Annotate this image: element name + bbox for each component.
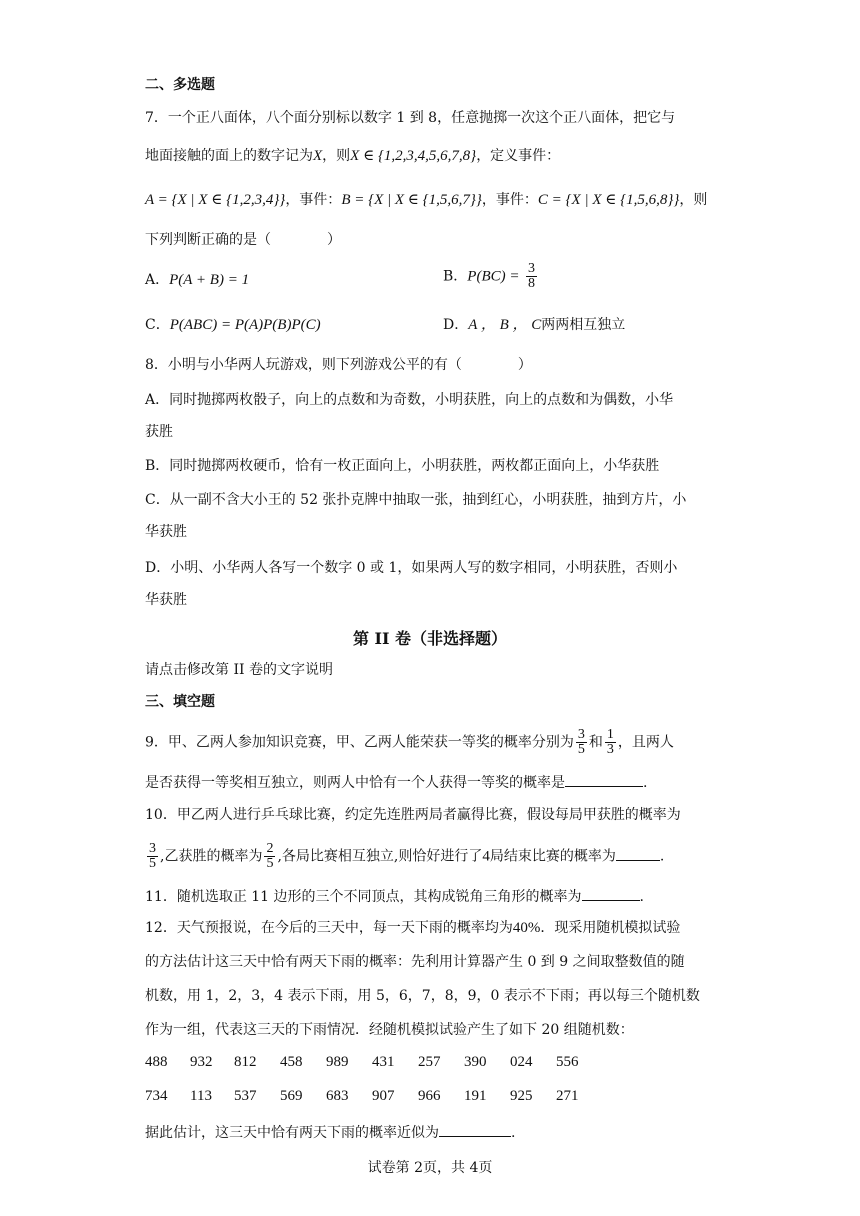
q10-number: 4 <box>482 848 490 865</box>
fraction-denominator: 5 <box>266 856 274 871</box>
q7-text: ，事件： <box>481 192 538 208</box>
random-number: 683 <box>326 1088 349 1104</box>
q9-stem-line1 <box>145 728 674 757</box>
fraction-denominator: 8 <box>527 276 535 291</box>
random-number: 488 <box>145 1054 168 1070</box>
q12-stem-line3: 机数，用 1，2，3，4 表示下雨，用 5，6，7，8，9，0 表示不下雨；再以每三个随机数 <box>145 988 700 1004</box>
q7-sample-space: X ∈ {1,2,3,4,5,6,7,8} <box>350 148 477 164</box>
part-two-title: 第 II 卷（非选择题） <box>352 629 508 648</box>
q9-fraction-1 <box>576 728 587 757</box>
fraction-numerator: 1 <box>606 727 614 742</box>
q11-text: 11．随机选取正 11 边形的三个不同顶点，其构成锐角三角形的概率为 <box>145 889 582 905</box>
random-number: 271 <box>556 1088 579 1104</box>
q12-last-line <box>145 1122 515 1143</box>
q7-option-b-math: P(BC) = <box>467 268 520 285</box>
q7-text: ，则 <box>322 148 351 164</box>
fraction-numerator: 3 <box>577 727 585 742</box>
q9-answer-blank[interactable] <box>565 772 643 787</box>
q8-option-b: B．同时抛掷两枚硬币，恰有一枚正面向上，小明获胜，两枚都正面向上，小华获胜 <box>145 458 660 474</box>
q12-text: 12．天气预报说，在今后的三天中，每一天下雨的概率均为 <box>145 920 513 936</box>
q8-option-d-line2: 华获胜 <box>145 592 187 608</box>
q10-answer-blank[interactable] <box>616 846 660 861</box>
q11-answer-blank[interactable] <box>582 886 640 901</box>
random-number: 458 <box>280 1054 303 1070</box>
q8-option-d-line1: D．小明、小华两人各写一个数字 0 或 1，如果两人写的数字相同，小明获胜，否则小 <box>145 560 678 576</box>
q9-fraction-2 <box>605 728 616 757</box>
q7-option-d-text: 两两相互独立 <box>541 317 626 333</box>
random-number: 257 <box>418 1054 441 1070</box>
random-number: 569 <box>280 1088 303 1104</box>
random-number: 966 <box>418 1088 441 1104</box>
option-label: A． <box>145 272 170 288</box>
q7-event-a: A = {X | X ∈ {1,2,3,4}} <box>145 192 286 208</box>
q9-text: 是否获得一等奖相互独立，则两人中恰有一个人获得一等奖的概率是 <box>145 775 565 791</box>
q12-answer-blank[interactable] <box>439 1122 511 1137</box>
q9-text: 9．甲、乙两人参加知识竞赛，甲、乙两人能荣获一等奖的概率分别为 <box>145 734 574 751</box>
q7-option-b <box>443 262 539 291</box>
q10-text: 局结束比赛的概率为 <box>489 848 616 865</box>
random-number: 113 <box>190 1088 212 1104</box>
random-number: 191 <box>464 1088 487 1104</box>
q7-option-b-fraction <box>526 262 537 291</box>
q7-option-a-math: P(A + B) = 1 <box>169 272 250 288</box>
q8-option-c-line1: C．从一副不含大小王的 52 张扑克牌中抽取一张，抽到红心，小明获胜，抽到方片，小 <box>145 492 687 508</box>
fraction-denominator: 5 <box>577 742 585 757</box>
option-label: B． <box>443 268 468 285</box>
random-number: 989 <box>326 1054 349 1070</box>
q7-text: ，事件： <box>285 192 342 208</box>
q7-stem-line2 <box>145 146 560 166</box>
option-label: C． <box>145 317 170 333</box>
q12-text: 据此估计，这三天中恰有两天下雨的概率近似为 <box>145 1125 439 1141</box>
q7-option-a <box>145 270 249 290</box>
q8-stem: 8．小明与小华两人玩游戏，则下列游戏公平的有（ ） <box>145 357 532 373</box>
q9-text: ，且两人 <box>617 734 674 751</box>
random-number: 390 <box>464 1054 487 1070</box>
q7-text: 地面接触的面上的数字记为 <box>145 148 313 164</box>
q7-stem-line4: 下列判断正确的是（ ） <box>145 232 341 248</box>
q12-text: . <box>511 1125 516 1141</box>
random-number: 932 <box>190 1054 213 1070</box>
random-number: 431 <box>372 1054 395 1070</box>
q12-text: ．现采用随机模拟试验 <box>540 920 681 936</box>
q7-variable: X <box>313 148 323 164</box>
section-heading-multiple-choice: 二、多选题 <box>145 77 215 93</box>
q10-text: . <box>659 848 665 865</box>
q10-stem-line2 <box>145 842 664 871</box>
q11-stem <box>145 886 644 907</box>
option-label: D． <box>443 317 469 333</box>
random-number: 907 <box>372 1088 395 1104</box>
q12-percent: 40% <box>512 920 541 936</box>
q12-stem-line2: 的方法估计这三天中恰有两天下雨的概率：先利用计算器产生 0 到 9 之间取整数值的随 <box>145 954 685 970</box>
section-heading-fill-in: 三、填空题 <box>145 694 215 710</box>
random-number: 024 <box>510 1054 533 1070</box>
random-number: 925 <box>510 1088 533 1104</box>
q12-stem-line4: 作为一组，代表这三天的下雨情况．经随机模拟试验产生了如下 20 组随机数： <box>145 1022 634 1038</box>
part-two-note[interactable]: 请点击修改第 II 卷的文字说明 <box>145 662 333 678</box>
fraction-numerator: 3 <box>527 261 535 276</box>
q7-option-d <box>443 315 625 335</box>
q10-stem-line1: 10．甲乙两人进行乒乓球比赛，约定先连胜两局者赢得比赛，假设每局甲获胜的概率为 <box>145 807 681 823</box>
q7-event-c: C = {X | X ∈ {1,5,6,8}} <box>537 192 680 208</box>
q11-text: . <box>639 889 644 905</box>
q10-text: ,乙获胜的概率为 <box>160 848 263 865</box>
q9-text: . <box>643 775 648 791</box>
q7-option-d-math: A ， B ， C <box>468 317 542 333</box>
random-number: 812 <box>234 1054 257 1070</box>
q10-text: ,各局比赛相互独立,则恰好进行了 <box>277 848 483 865</box>
q9-text: 和 <box>588 734 603 751</box>
q7-events-line <box>145 190 707 210</box>
q7-text: ，定义事件： <box>476 148 561 164</box>
q7-stem-line1: 7．一个正八面体，八个面分别标以数字 1 到 8，任意抛掷一次这个正八面体，把它与 <box>145 110 676 126</box>
fraction-denominator: 5 <box>149 856 156 871</box>
q7-text: ，则 <box>679 192 708 208</box>
q7-option-c <box>145 315 321 335</box>
q7-event-b: B = {X | X ∈ {1,5,6,7}} <box>341 192 482 208</box>
random-number: 537 <box>234 1088 257 1104</box>
fraction-denominator: 3 <box>606 742 614 757</box>
q10-fraction-1 <box>147 842 158 871</box>
fraction-numerator: 3 <box>149 841 156 856</box>
q8-option-a-line1: A．同时抛掷两枚骰子，向上的点数和为奇数，小明获胜，向上的点数和为偶数，小华 <box>145 392 674 408</box>
q9-stem-line2 <box>145 772 647 793</box>
fraction-numerator: 2 <box>266 841 274 856</box>
q12-stem-line1 <box>145 918 680 938</box>
q10-fraction-2 <box>264 842 275 871</box>
q8-option-a-line2: 获胜 <box>145 424 173 440</box>
random-number: 556 <box>556 1054 579 1070</box>
page-footer: 试卷第 2页，共 4页 <box>367 1160 493 1176</box>
q8-option-c-line2: 华获胜 <box>145 524 187 540</box>
q7-option-c-math: P(ABC) = P(A)P(B)P(C) <box>169 317 321 333</box>
random-number: 734 <box>145 1088 168 1104</box>
